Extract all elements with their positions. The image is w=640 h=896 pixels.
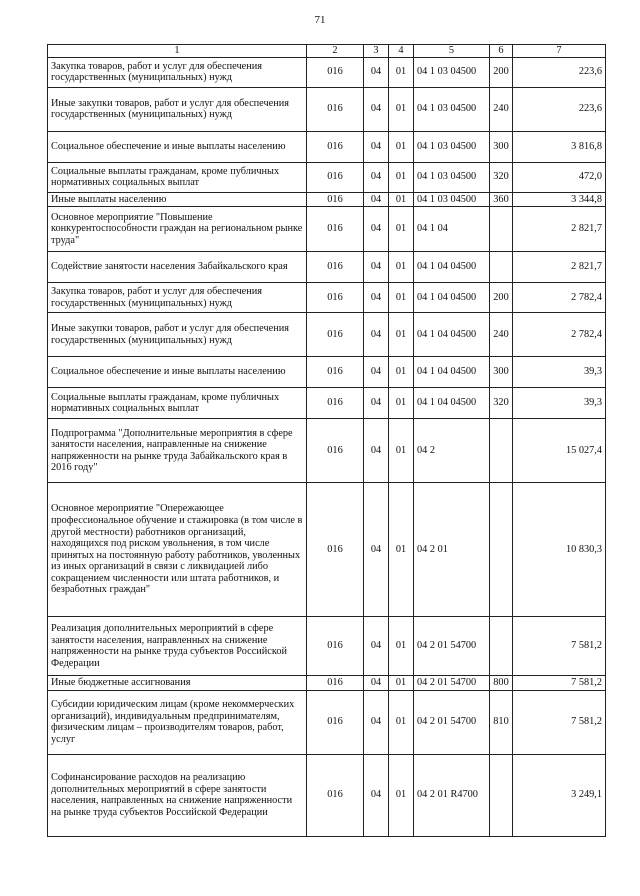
row-code: 016 — [307, 419, 364, 483]
row-amount: 7 581,2 — [513, 617, 606, 676]
row-section: 04 — [364, 483, 389, 617]
row-subsection: 01 — [389, 483, 414, 617]
row-name: Закупка товаров, работ и услуг для обеспечения государственных (муниципальных) нужд — [48, 57, 307, 87]
row-name: Реализация дополнительных мероприятий в сфере занятости населения, направленных на снижение напряженности на рынке труда субъектов Российской Федерации — [48, 617, 307, 676]
row-subsection: 01 — [389, 617, 414, 676]
row-name: Иные бюджетные ассигнования — [48, 676, 307, 691]
row-name: Подпрограмма "Дополнительные мероприятия в сфере занятости населения, направленные на снижение напряженности на рынке труда Забайкальского края в 2016 году" — [48, 419, 307, 483]
row-subsection: 01 — [389, 252, 414, 283]
row-code: 016 — [307, 388, 364, 419]
row-subsection: 01 — [389, 283, 414, 313]
row-subsection: 01 — [389, 690, 414, 754]
row-section: 04 — [364, 754, 389, 836]
row-code: 016 — [307, 131, 364, 162]
row-name: Социальные выплаты гражданам, кроме публичных нормативных социальных выплат — [48, 388, 307, 419]
table-row — [48, 419, 606, 483]
row-type: 300 — [490, 357, 513, 388]
row-amount: 2 821,7 — [513, 252, 606, 283]
row-name: Основное мероприятие "Опережающее профессиональное обучение и стажировка (в том числе в другой местности) работников организаций, находящихся под риском увольнения, в том числе принятых на постоянную работу работников, уволенных из иных организаций в связи с ликвидацией либо сокращением численности или штата работников, и безработных граждан" — [48, 483, 307, 617]
col-header-5: 5 — [414, 45, 490, 58]
table-row — [48, 357, 606, 388]
row-name: Иные закупки товаров, работ и услуг для обеспечения государственных (муниципальных) нужд — [48, 313, 307, 357]
row-code: 016 — [307, 357, 364, 388]
row-target: 04 1 04 — [414, 207, 490, 252]
table-row — [48, 388, 606, 419]
row-type — [490, 252, 513, 283]
col-header-4: 4 — [389, 45, 414, 58]
row-section: 04 — [364, 419, 389, 483]
col-header-3: 3 — [364, 45, 389, 58]
row-amount: 39,3 — [513, 388, 606, 419]
row-section: 04 — [364, 690, 389, 754]
row-amount: 10 830,3 — [513, 483, 606, 617]
row-type — [490, 483, 513, 617]
row-subsection: 01 — [389, 357, 414, 388]
table-row — [48, 283, 606, 313]
row-amount: 2 782,4 — [513, 283, 606, 313]
table-row — [48, 313, 606, 357]
row-code: 016 — [307, 207, 364, 252]
row-code: 016 — [307, 690, 364, 754]
col-header-6: 6 — [490, 45, 513, 58]
row-target: 04 1 04 04500 — [414, 252, 490, 283]
row-type: 300 — [490, 131, 513, 162]
row-amount: 223,6 — [513, 87, 606, 131]
row-subsection: 01 — [389, 57, 414, 87]
row-amount: 7 581,2 — [513, 676, 606, 691]
row-name: Социальное обеспечение и иные выплаты населению — [48, 357, 307, 388]
row-code: 016 — [307, 283, 364, 313]
row-target: 04 2 01 — [414, 483, 490, 617]
row-target: 04 1 03 04500 — [414, 192, 490, 207]
row-target: 04 2 — [414, 419, 490, 483]
row-target: 04 1 03 04500 — [414, 87, 490, 131]
row-section: 04 — [364, 252, 389, 283]
table-row — [48, 252, 606, 283]
row-target: 04 1 03 04500 — [414, 162, 490, 192]
row-type — [490, 419, 513, 483]
row-amount: 2 782,4 — [513, 313, 606, 357]
row-amount: 3 249,1 — [513, 754, 606, 836]
row-name: Иные выплаты населению — [48, 192, 307, 207]
row-code: 016 — [307, 162, 364, 192]
row-section: 04 — [364, 207, 389, 252]
row-section: 04 — [364, 192, 389, 207]
row-target: 04 2 01 R4700 — [414, 754, 490, 836]
row-target: 04 1 04 04500 — [414, 283, 490, 313]
row-section: 04 — [364, 388, 389, 419]
row-name: Иные закупки товаров, работ и услуг для обеспечения государственных (муниципальных) нужд — [48, 87, 307, 131]
row-subsection: 01 — [389, 419, 414, 483]
row-subsection: 01 — [389, 131, 414, 162]
row-amount: 223,6 — [513, 57, 606, 87]
row-section: 04 — [364, 676, 389, 691]
row-code: 016 — [307, 313, 364, 357]
header-row — [48, 45, 606, 58]
row-subsection: 01 — [389, 207, 414, 252]
row-name: Содействие занятости населения Забайкальского края — [48, 252, 307, 283]
row-name: Закупка товаров, работ и услуг для обеспечения государственных (муниципальных) нужд — [48, 283, 307, 313]
row-target: 04 1 04 04500 — [414, 313, 490, 357]
row-type: 200 — [490, 283, 513, 313]
col-header-1: 1 — [48, 45, 307, 58]
row-amount: 2 821,7 — [513, 207, 606, 252]
row-subsection: 01 — [389, 313, 414, 357]
row-subsection: 01 — [389, 192, 414, 207]
row-type: 320 — [490, 388, 513, 419]
table-row — [48, 676, 606, 691]
row-target: 04 2 01 54700 — [414, 690, 490, 754]
row-amount: 39,3 — [513, 357, 606, 388]
table-row — [48, 617, 606, 676]
row-target: 04 1 03 04500 — [414, 131, 490, 162]
row-amount: 3 344,8 — [513, 192, 606, 207]
row-code: 016 — [307, 754, 364, 836]
row-type: 320 — [490, 162, 513, 192]
row-type — [490, 617, 513, 676]
row-section: 04 — [364, 87, 389, 131]
row-subsection: 01 — [389, 162, 414, 192]
row-target: 04 2 01 54700 — [414, 617, 490, 676]
row-code: 016 — [307, 57, 364, 87]
row-type — [490, 754, 513, 836]
row-target: 04 1 04 04500 — [414, 388, 490, 419]
row-name: Социальное обеспечение и иные выплаты населению — [48, 131, 307, 162]
row-code: 016 — [307, 192, 364, 207]
row-subsection: 01 — [389, 388, 414, 419]
row-amount: 3 816,8 — [513, 131, 606, 162]
row-name: Основное мероприятие "Повышение конкурентоспособности граждан на региональном рынке труда" — [48, 207, 307, 252]
page-number: 71 — [314, 14, 326, 26]
row-code: 016 — [307, 87, 364, 131]
row-type: 200 — [490, 57, 513, 87]
row-name: Софинансирование расходов на реализацию дополнительных мероприятий в сфере занятости населения, направленных на снижение напряженности на рынке труда субъектов Российской Федерации — [48, 754, 307, 836]
table-row — [48, 87, 606, 131]
row-code: 016 — [307, 483, 364, 617]
row-section: 04 — [364, 131, 389, 162]
col-header-7: 7 — [513, 45, 606, 58]
row-amount: 15 027,4 — [513, 419, 606, 483]
row-target: 04 2 01 54700 — [414, 676, 490, 691]
row-name: Социальные выплаты гражданам, кроме публичных нормативных социальных выплат — [48, 162, 307, 192]
row-code: 016 — [307, 676, 364, 691]
row-code: 016 — [307, 617, 364, 676]
table-row — [48, 690, 606, 754]
table-row — [48, 192, 606, 207]
row-type: 240 — [490, 87, 513, 131]
row-subsection: 01 — [389, 676, 414, 691]
row-target: 04 1 04 04500 — [414, 357, 490, 388]
row-amount: 472,0 — [513, 162, 606, 192]
row-target: 04 1 03 04500 — [414, 57, 490, 87]
col-header-2: 2 — [307, 45, 364, 58]
row-amount: 7 581,2 — [513, 690, 606, 754]
row-section: 04 — [364, 57, 389, 87]
row-section: 04 — [364, 617, 389, 676]
row-subsection: 01 — [389, 87, 414, 131]
table-row — [48, 754, 606, 836]
row-type: 810 — [490, 690, 513, 754]
row-subsection: 01 — [389, 754, 414, 836]
row-code: 016 — [307, 252, 364, 283]
row-section: 04 — [364, 313, 389, 357]
row-name: Субсидии юридическим лицам (кроме некоммерческих организаций), индивидуальным предпринимателям, физическим лицам – производителям товаров, работ, услуг — [48, 690, 307, 754]
row-section: 04 — [364, 162, 389, 192]
row-type: 800 — [490, 676, 513, 691]
row-type: 360 — [490, 192, 513, 207]
row-type — [490, 207, 513, 252]
row-section: 04 — [364, 357, 389, 388]
table-row — [48, 57, 606, 87]
table-row — [48, 162, 606, 192]
budget-table — [47, 44, 606, 837]
table-row — [48, 483, 606, 617]
row-type: 240 — [490, 313, 513, 357]
table-row — [48, 131, 606, 162]
table-row — [48, 207, 606, 252]
row-section: 04 — [364, 283, 389, 313]
